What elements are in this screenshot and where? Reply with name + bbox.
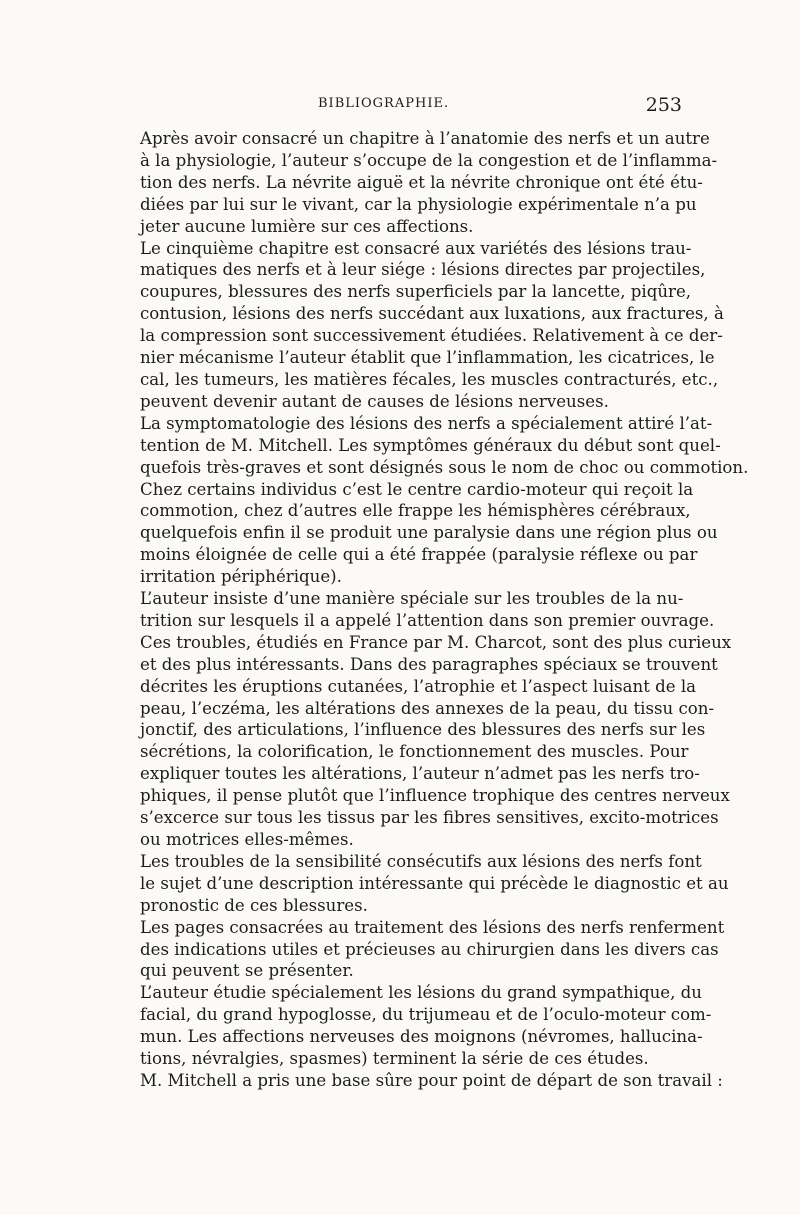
- text-line: jeter aucune lumière sur ces affections.: [140, 216, 474, 236]
- text-line: mun. Les affections nerveuses des moignons (névromes, hallucina-: [140, 1027, 703, 1047]
- text-line: décrites les éruptions cutanées, l’atrophie et l’aspect luisant de la: [140, 676, 697, 696]
- text-line: quefois très-graves et sont désignés sous le nom de choc ou commotion.: [140, 457, 749, 477]
- text-line: tions, névralgies, spasmes) terminent la série de ces études.: [140, 1049, 649, 1069]
- text-line: et des plus intéressants. Dans des paragraphes spéciaux se trouvent: [140, 654, 718, 674]
- text-line: sécrétions, la colorification, le fonctionnement des muscles. Pour: [140, 742, 689, 762]
- text-line: moins éloignée de celle qui a été frappée (paralysie réflexe ou par: [140, 545, 698, 565]
- text-line: ou motrices elles-mêmes.: [140, 830, 354, 849]
- text-line: peuvent devenir autant de causes de lésions nerveuses.: [140, 391, 609, 411]
- paragraph: [118, 128, 718, 238]
- body-text: [118, 128, 749, 1092]
- text-line: tention de M. Mitchell. Les symptômes généraux du début sont quel-: [140, 435, 721, 455]
- running-head: BIBLIOGRAPHIE.: [318, 96, 450, 111]
- text-line: diées par lui sur le vivant, car la physiologie expérimentale n’a pu: [140, 194, 697, 214]
- paragraph: [118, 982, 712, 1070]
- text-line: La symptomatologie des lésions des nerfs a spécialement attiré l’at-: [140, 413, 713, 433]
- text-line: tion des nerfs. La névrite aiguë et la névrite chronique ont été étu-: [140, 172, 703, 192]
- paragraph: [118, 588, 732, 851]
- text-line: L’auteur insiste d’une manière spéciale sur les troubles de la nu-: [140, 589, 684, 609]
- text-line: commotion, chez d’autres elle frappe les hémisphères cérébraux,: [140, 501, 691, 521]
- paragraph: [118, 917, 725, 983]
- page-header: [118, 94, 682, 122]
- text-line: pronostic de ces blessures.: [140, 895, 368, 915]
- text-line: jonctif, des articulations, l’influence des blessures des nerfs sur les: [140, 720, 706, 740]
- text-line: qui peuvent se présenter.: [140, 961, 354, 981]
- text-line: nier mécanisme l’auteur établit que l’inflammation, les cicatrices, le: [140, 348, 715, 368]
- text-line: des indications utiles et précieuses au chirurgien dans les divers cas: [140, 939, 719, 959]
- paragraph: [118, 413, 749, 588]
- text-line: facial, du grand hypoglosse, du trijumeau et de l’oculo-moteur com-: [140, 1005, 712, 1025]
- text-line: phiques, il pense plutôt que l’influence trophique des centres nerveux: [140, 786, 730, 806]
- text-line: expliquer toutes les altérations, l’auteur n’admet pas les nerfs tro-: [140, 764, 700, 784]
- text-line: la compression sont successivement étudiées. Relativement à ce der-: [140, 326, 723, 346]
- text-line: Les pages consacrées au traitement des lésions des nerfs renferment: [140, 917, 725, 937]
- text-line: quelquefois enfin il se produit une paralysie dans une région plus ou: [140, 523, 718, 543]
- text-line: à la physiologie, l’auteur s’occupe de la congestion et de l’inflamma-: [140, 150, 718, 170]
- paragraph: [118, 1070, 723, 1092]
- text-line: Ces troubles, étudiés en France par M. Charcot, sont des plus curieux: [140, 632, 732, 652]
- text-line: matiques des nerfs et à leur siége : lésions directes par projectiles,: [140, 260, 706, 280]
- text-line: L’auteur étudie spécialement les lésions du grand sympathique, du: [140, 983, 702, 1003]
- text-line: Après avoir consacré un chapitre à l’anatomie des nerfs et un autre: [140, 129, 710, 148]
- text-line: Les troubles de la sensibilité consécutifs aux lésions des nerfs font: [140, 851, 702, 871]
- text-line: Chez certains individus c’est le centre cardio-moteur qui reçoit la: [140, 479, 694, 499]
- paragraph: [118, 851, 729, 917]
- text-line: peau, l’eczéma, les altérations des annexes de la peau, du tissu con-: [140, 698, 715, 718]
- text-line: s’excerce sur tous les tissus par les fibres sensitives, excito-motrices: [140, 808, 719, 828]
- text-line: coupures, blessures des nerfs superficiels par la lancette, piqûre,: [140, 282, 692, 302]
- text-line: cal, les tumeurs, les matières fécales, les muscles contracturés, etc.,: [140, 369, 719, 389]
- text-line: contusion, lésions des nerfs succédant aux luxations, aux fractures, à: [140, 304, 724, 324]
- text-line: Le cinquième chapitre est consacré aux variétés des lésions trau-: [140, 238, 692, 258]
- text-line: M. Mitchell a pris une base sûre pour point de départ de son travail :: [140, 1070, 723, 1090]
- text-line: le sujet d’une description intéressante qui précède le diagnostic et au: [140, 873, 729, 893]
- page-number: 253: [645, 94, 682, 116]
- text-line: trition sur lesquels il a appelé l’attention dans son premier ouvrage.: [140, 610, 715, 630]
- paragraph: [118, 238, 724, 413]
- text-line: irritation périphérique).: [140, 567, 342, 587]
